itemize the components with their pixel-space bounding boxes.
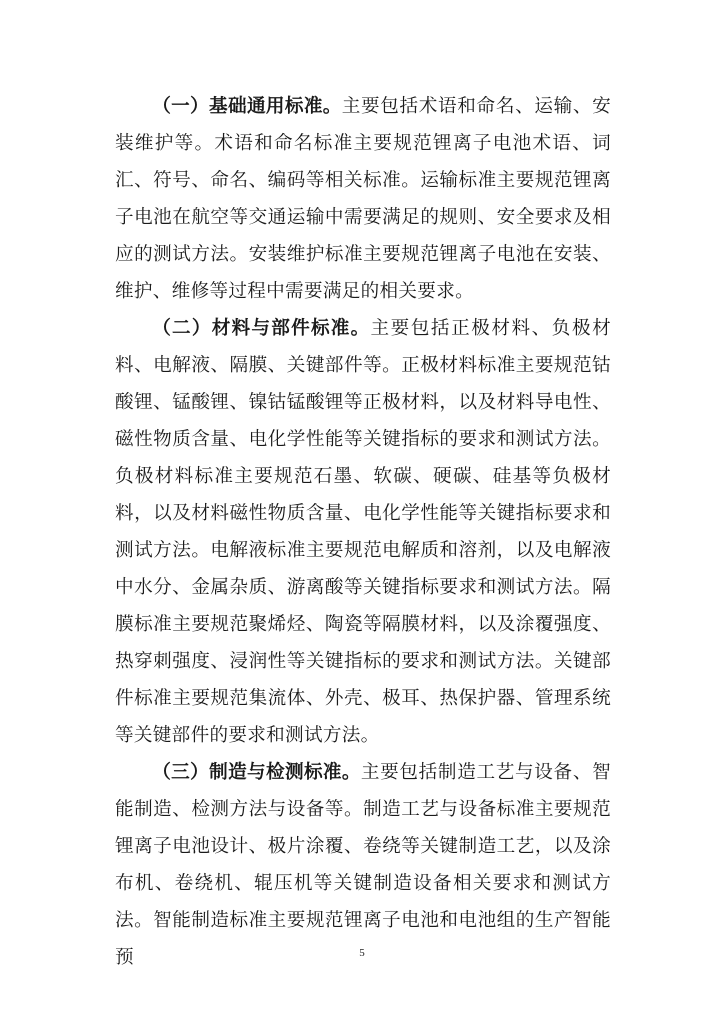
section-heading: （一）基础通用标准。 bbox=[152, 96, 342, 117]
section-text: 主要包括术语和命名、运输、安装维护等。术语和命名标准主要规范锂离子电池术语、词汇、符号、命名、编码等相关标准。运输标准主要规范锂离子电池在航空等交通运输中需要满足的规则、安全要求及相应的测试方法。安装维护标准主要规范锂离子电池在安装、维护、维修等过程中需要满足的相关要求。 bbox=[115, 96, 611, 302]
section-text: 主要包括正极材料、负极材料、电解液、隔膜、关键部件等。正极材料标准主要规范钴酸锂、锰酸锂、镍钴锰酸锂等正极材料，以及材料导电性、磁性物质含量、电化学性能等关键指标的要求和测试方法。负极材料标准主要规范石墨、软碳、硬碳、硅基等负极材料，以及材料磁性物质含量、电化学性能等关键指标要求和测试方法。电解液标准主要规范电解质和溶剂，以及电解液中水分、金属杂质、游离酸等关键指标要求和测试方法。隔膜标准主要规范聚烯烃、陶瓷等隔膜材料，以及涂覆强度、热穿刺强度、浸润性等关键指标的要求和测试方法。关键部件标准主要规范集流体、外壳、极耳、热保护器、管理系统等关键部件的要求和测试方法。 bbox=[115, 318, 611, 746]
page-number: 5 bbox=[359, 947, 365, 959]
section-manufacturing-standards bbox=[115, 754, 611, 976]
section-basic-standards bbox=[115, 88, 611, 310]
section-materials-standards bbox=[115, 310, 611, 754]
section-heading: （三）制造与检测标准。 bbox=[152, 762, 361, 783]
section-text: 主要包括制造工艺与设备、智能制造、检测方法与设备等。制造工艺与设备标准主要规范锂离子电池设计、极片涂覆、卷绕等关键制造工艺，以及涂布机、卷绕机、辊压机等关键制造设备相关要求和测试方法。智能制造标准主要规范锂离子电池和电池组的生产智能预 bbox=[115, 762, 611, 968]
section-heading: （二）材料与部件标准。 bbox=[152, 318, 371, 339]
document-body bbox=[115, 88, 611, 976]
